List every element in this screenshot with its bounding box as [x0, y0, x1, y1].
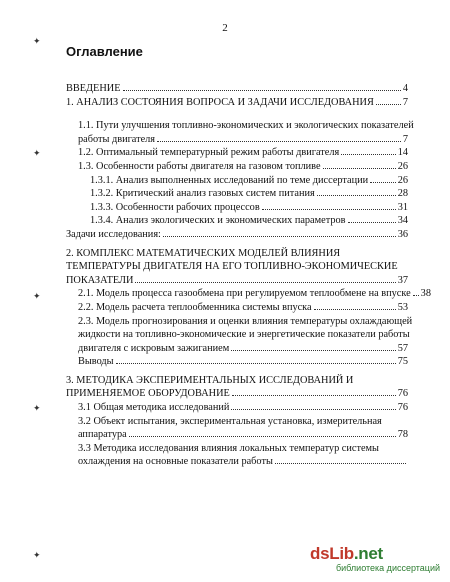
toc-entry[interactable]: [66, 119, 414, 146]
dot-leader: [262, 209, 396, 210]
toc-entry-line: [78, 146, 408, 160]
toc-entry-title: ПОКАЗАТЕЛИ: [66, 274, 134, 286]
toc-entry-line: [78, 455, 408, 469]
toc-page-number: 7: [402, 96, 408, 108]
toc-entry-text-line: 1.1. Пути улучшения топливно-экономических и экологических показателей: [78, 120, 414, 132]
toc-page-number: 31: [397, 201, 408, 213]
toc-entry-title: двигателя с искровым зажиганием: [78, 342, 230, 354]
toc-entry-title: работы двигателя: [78, 133, 156, 145]
toc-entry-line: [78, 160, 408, 174]
toc-page-number: 75: [397, 356, 408, 368]
toc-page-number: 7: [402, 133, 408, 145]
dot-leader: [231, 409, 395, 410]
toc-entry-line: [78, 287, 431, 301]
toc-entry[interactable]: [66, 146, 408, 160]
toc-entry-title: ПРИМЕНЯЕМОЕ ОБОРУДОВАНИЕ: [66, 388, 230, 400]
table-of-contents: [66, 82, 431, 469]
toc-entry[interactable]: [66, 415, 408, 442]
dot-leader: [231, 350, 395, 351]
toc-entry-text-line: 2.3. Модель прогнозирования и оценки влияния температуры охлаждающей: [78, 315, 413, 327]
toc-entry-title: 1.3.2. Критический анализ газовых систем питания: [90, 188, 315, 200]
toc-entry-line: [66, 274, 408, 288]
dot-leader: [116, 363, 396, 364]
page-number: 2: [222, 22, 228, 34]
dot-leader: [129, 436, 396, 437]
toc-page-number: 53: [397, 301, 408, 313]
toc-page-number: 38: [420, 288, 431, 300]
toc-page-number: 57: [397, 342, 408, 354]
toc-page-number: 37: [397, 274, 408, 286]
dot-leader: [135, 282, 395, 283]
toc-entry[interactable]: [66, 355, 408, 369]
dot-leader: [163, 236, 396, 237]
toc-page-number: 4: [402, 83, 408, 94]
punch-hole-mark: ✦: [33, 36, 41, 46]
toc-entry[interactable]: [66, 374, 408, 401]
page-title: Оглавление: [66, 44, 143, 59]
toc-entry-title: охлаждения на основные показатели работы: [78, 456, 273, 468]
toc-entry-title: 1.3.1. Анализ выполненных исследований по теме диссертации: [90, 174, 369, 186]
dot-leader: [314, 309, 396, 310]
toc-entry-title: 2.2. Модель расчета теплообменника системы впуска: [78, 301, 312, 313]
toc-entry-title: ВВЕДЕНИЕ: [66, 83, 121, 94]
toc-entry-title: 1. АНАЛИЗ СОСТОЯНИЯ ВОПРОСА И ЗАДАЧИ ИССЛЕДОВАНИЯ: [66, 96, 374, 108]
toc-page-number: 26: [397, 174, 408, 186]
dot-leader: [275, 463, 406, 464]
toc-entry-title: 1.3.4. Анализ экологических и экономических параметров: [90, 215, 346, 227]
toc-entry-text-line: 3. МЕТОДИКА ЭКСПЕРИМЕНТАЛЬНЫХ ИССЛЕДОВАНИЙ И: [66, 374, 354, 386]
toc-entry[interactable]: [66, 401, 408, 415]
toc-entry-line: [78, 355, 408, 369]
toc-entry-line: [78, 133, 408, 147]
toc-entry[interactable]: [66, 228, 408, 242]
toc-page-number: 14: [397, 147, 408, 159]
toc-page-number: 36: [397, 228, 408, 240]
toc-entry-title: 3.1 Общая методика исследований: [78, 402, 230, 414]
toc-entry-line: [66, 82, 408, 96]
toc-entry-text-line: 3.2 Объект испытания, экспериментальная установка, измерительная: [78, 415, 382, 427]
toc-entry[interactable]: [66, 174, 408, 188]
toc-entry[interactable]: [66, 201, 408, 215]
dot-leader: [370, 182, 396, 183]
punch-hole-mark: ✦: [33, 403, 41, 413]
toc-entry-line: [90, 214, 408, 228]
toc-entry-title: 1.3.3. Особенности рабочих процессов: [90, 201, 260, 213]
toc-entry-line: [78, 342, 408, 356]
toc-entry-line: [66, 387, 408, 401]
toc-entry-title: аппаратура: [78, 429, 127, 441]
toc-entry[interactable]: [66, 442, 408, 469]
toc-entry-text-line: жидкости на топливно-экономические и энергетические показатели работы: [78, 329, 410, 341]
toc-entry-line: [66, 228, 408, 242]
toc-entry[interactable]: [66, 301, 408, 315]
toc-entry-text-line: 2. КОМПЛЕКС МАТЕМАТИЧЕСКИХ МОДЕЛЕЙ ВЛИЯНИЯ: [66, 247, 341, 259]
toc-entry-line: [78, 301, 408, 315]
dslib-watermark[interactable]: [310, 544, 441, 574]
toc-entry[interactable]: [66, 315, 413, 356]
toc-entry-text-line: ТЕМПЕРАТУРЫ ДВИГАТЕЛЯ НА ЕГО ТОПЛИВНО-ЭКОНОМИЧЕСКИЕ: [66, 261, 398, 273]
toc-entry[interactable]: [66, 187, 408, 201]
toc-entry-title: Задачи исследования:: [66, 228, 161, 240]
dslib-logo: dsLib.net: [310, 544, 383, 563]
punch-hole-mark: ✦: [33, 291, 41, 301]
toc-page-number: 26: [397, 160, 408, 172]
toc-entry[interactable]: [66, 96, 408, 110]
toc-page-number: 34: [397, 215, 408, 227]
toc-entry[interactable]: [66, 160, 408, 174]
dot-leader: [323, 168, 396, 169]
dot-leader: [348, 222, 396, 223]
punch-hole-mark: ✦: [33, 148, 41, 158]
toc-entry[interactable]: [66, 247, 408, 288]
toc-entry-line: [90, 174, 408, 188]
toc-entry-line: [66, 96, 408, 110]
dot-leader: [317, 195, 396, 196]
dot-leader: [157, 141, 401, 142]
toc-entry-line: [78, 401, 408, 415]
toc-entry-title: 1.2. Оптимальный температурный режим работы двигателя: [78, 147, 340, 159]
toc-entry-title: Выводы: [78, 356, 114, 368]
toc-page-number: 28: [397, 188, 408, 200]
toc-entry-title: 1.3. Особенности работы двигателя на газовом топливе: [78, 160, 321, 172]
toc-entry[interactable]: [66, 82, 408, 96]
toc-entry[interactable]: [66, 287, 431, 301]
punch-hole-mark: ✦: [33, 550, 41, 560]
toc-page-number: 78: [397, 429, 408, 441]
dot-leader: [413, 295, 419, 296]
toc-entry-line: [90, 201, 408, 215]
toc-entry-line: [90, 187, 408, 201]
toc-entry[interactable]: [66, 214, 408, 228]
toc-page-number: 76: [397, 402, 408, 414]
toc-entry-title: 2.1. Модель процесса газообмена при регулируемом теплообмене на впуске: [78, 288, 411, 300]
watermark-subtitle: библиотека диссертаций: [336, 563, 441, 573]
dot-leader: [123, 90, 401, 91]
toc-entry-line: [78, 428, 408, 442]
toc-entry-text-line: 3.3 Методика исследования влияния локальных температур системы: [78, 442, 379, 454]
dot-leader: [376, 104, 401, 105]
dot-leader: [232, 395, 396, 396]
toc-page-number: 76: [397, 388, 408, 400]
dot-leader: [341, 154, 396, 155]
